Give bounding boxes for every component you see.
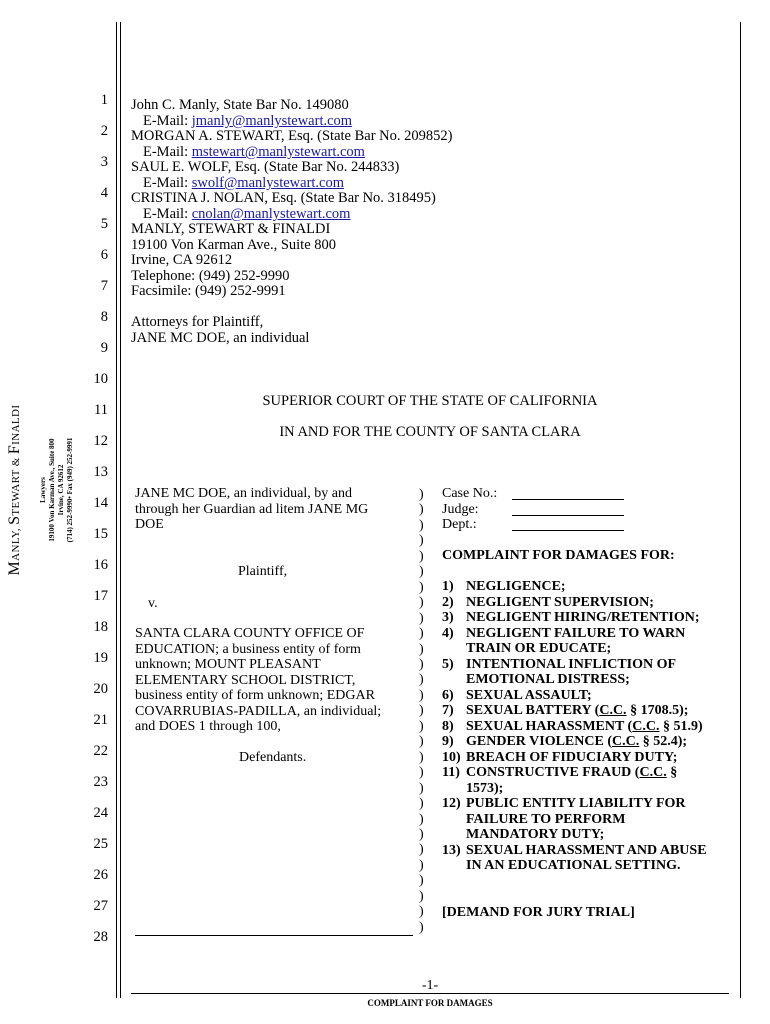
claim-text: IN AN EDUCATIONAL SETTING. <box>466 858 681 873</box>
defendant-block <box>135 626 415 735</box>
claim-number: 4) <box>442 625 454 641</box>
claim-item <box>442 595 734 611</box>
plaintiff-block <box>135 486 415 533</box>
defendant-line: and DOES 1 through 100, <box>135 719 281 734</box>
judge-label: Judge: <box>442 502 479 517</box>
line-number: 13 <box>93 464 108 480</box>
claim-text: § 51.9) <box>659 718 703 734</box>
court-county: IN AND FOR THE COUNTY OF SANTA CLARA <box>279 424 581 440</box>
line-number: 18 <box>93 619 108 635</box>
line-number: 20 <box>93 681 108 697</box>
jury-demand: [DEMAND FOR JURY TRIAL] <box>442 905 635 920</box>
claim-number: 2) <box>442 594 454 610</box>
claim-text: PUBLIC ENTITY LIABILITY FOR <box>466 796 686 811</box>
firm-name: MANLY, STEWART & FINALDI <box>131 221 331 237</box>
line-number: 8 <box>100 309 108 325</box>
claim-number: 9) <box>442 734 454 749</box>
firm-street: 19100 Von Karman Ave., Suite 800 <box>131 237 337 253</box>
claim-item <box>442 626 734 657</box>
claim-text: 1573); <box>466 780 504 796</box>
line-number: 23 <box>93 774 108 790</box>
claim-text: SEXUAL BATTERY ( <box>466 703 600 718</box>
claim-number: 8) <box>442 718 454 734</box>
line-number: 28 <box>93 929 108 945</box>
firm-sidebar-address1: 19100 Von Karman Ave., Suite 800 <box>48 438 56 542</box>
defendant-line: SANTA CLARA COUNTY OFFICE OF <box>135 626 365 641</box>
left-margin-rule-2 <box>120 22 121 998</box>
claim-item <box>442 688 734 704</box>
claim-text: § <box>666 765 678 780</box>
firm-sidebar-name <box>6 390 25 590</box>
line-number: 27 <box>93 898 108 914</box>
claim-text: § 52.4); <box>639 734 688 749</box>
footer-rule <box>131 993 729 994</box>
defendant-label: Defendants. <box>239 750 307 765</box>
line-number: 6 <box>100 247 108 263</box>
defendant-line: COVARRUBIAS-PADILLA, an individual; <box>135 703 382 719</box>
claim-item <box>442 657 734 688</box>
claim-item <box>442 765 734 796</box>
caption-underline <box>135 935 413 936</box>
line-number: 15 <box>93 526 108 542</box>
firm-sidebar-role: Lawyers <box>39 477 47 503</box>
claim-citation: C.C. <box>639 765 667 780</box>
claim-text: SEXUAL HARASSMENT ( <box>466 718 633 734</box>
claim-text: SEXUAL ASSAULT; <box>466 687 592 703</box>
attorney-name: MORGAN A. STEWART, Esq. (State Bar No. 209852) <box>131 128 453 144</box>
claim-text: MANDATORY DUTY; <box>466 827 605 842</box>
line-number: 2 <box>100 123 108 139</box>
complaint-heading: COMPLAINT FOR DAMAGES FOR: <box>442 548 675 563</box>
claims-list <box>442 579 734 874</box>
firm-sidebar-phones: (714) 252-9990• Fax (949) 252-9991 <box>66 437 74 543</box>
claim-item <box>442 610 734 626</box>
caption-parentheses: ) ) ) ) ) ) ) ) ) ) ) ) ) ) ) ) ) ) ) ) ) ) ) ) ) ) ) ) ) <box>419 487 424 935</box>
claim-item <box>442 843 734 874</box>
plaintiff-line: DOE <box>135 517 164 532</box>
firm-sidebar-text: ANLY, <box>10 524 22 561</box>
claim-text: NEGLIGENT HIRING/RETENTION; <box>466 610 700 625</box>
email-label: E-Mail: <box>143 144 192 160</box>
line-number: 21 <box>93 712 108 728</box>
firm-city: Irvine, CA 92612 <box>131 252 233 268</box>
line-number: 26 <box>93 867 108 883</box>
attorney-email-link[interactable]: swolf@manlystewart.com <box>191 175 345 191</box>
claim-text: TRAIN OR EDUCATE; <box>466 641 612 656</box>
plaintiff-label: Plaintiff, <box>238 564 288 579</box>
claim-item <box>442 719 734 735</box>
line-number: 22 <box>93 743 108 759</box>
claim-text: BREACH OF FIDUCIARY DUTY; <box>466 749 678 765</box>
claim-text: § 1708.5); <box>626 703 689 718</box>
attorneys-for-client: JANE MC DOE, an individual <box>131 330 310 346</box>
dept-label: Dept.: <box>442 517 477 532</box>
claim-item <box>442 796 734 843</box>
claim-text: GENDER VIOLENCE ( <box>466 734 612 749</box>
firm-sidebar-text: TEWART & <box>10 454 22 516</box>
claim-text: NEGLIGENT SUPERVISION; <box>466 594 654 610</box>
claim-number: 3) <box>442 610 454 625</box>
defendant-line: ELEMENTARY SCHOOL DISTRICT, <box>135 672 356 688</box>
right-margin-rule <box>740 22 741 998</box>
line-number: 25 <box>93 836 108 852</box>
plaintiff-line: JANE MC DOE, an individual, by and <box>135 486 352 501</box>
claim-number: 7) <box>442 703 454 718</box>
line-number: 5 <box>100 216 108 232</box>
claim-text: NEGLIGENCE; <box>466 579 566 594</box>
defendant-line: unknown; MOUNT PLEASANT <box>135 657 321 672</box>
firm-sidebar-letter: S <box>6 515 23 525</box>
line-number: 24 <box>93 805 108 821</box>
claim-text: EMOTIONAL DISTRESS; <box>466 672 630 687</box>
claim-citation: C.C. <box>632 718 660 734</box>
email-label: E-Mail: <box>143 113 192 129</box>
email-label: E-Mail: <box>143 206 192 222</box>
dept-blank[interactable] <box>512 530 624 531</box>
line-number: 12 <box>93 433 108 449</box>
claim-number: 13) <box>442 842 461 858</box>
email-label: E-Mail: <box>143 175 192 191</box>
claim-item <box>442 734 734 750</box>
left-margin-rule-1 <box>116 22 117 998</box>
line-number: 19 <box>93 650 108 666</box>
footer-title: COMPLAINT FOR DAMAGES <box>367 998 493 1008</box>
line-number: 9 <box>100 340 108 356</box>
line-number: 11 <box>94 402 108 418</box>
attorneys-for-line: Attorneys for Plaintiff, <box>131 314 264 330</box>
claim-number: 12) <box>442 796 461 811</box>
firm-sidebar <box>6 390 86 590</box>
firm-facsimile: Facsimile: (949) 252-9991 <box>131 283 286 299</box>
attorney-email-link[interactable]: mstewart@manlystewart.com <box>191 144 365 160</box>
defendant-line: EDUCATION; a business entity of form <box>135 641 361 657</box>
firm-telephone: Telephone: (949) 252-9990 <box>131 268 290 284</box>
firm-sidebar-text: INALDI <box>10 404 22 445</box>
claim-text: FAILURE TO PERFORM <box>466 811 626 827</box>
line-number: 4 <box>100 185 108 201</box>
attorney-name: John C. Manly, State Bar No. 149080 <box>131 97 349 113</box>
line-number: 14 <box>93 495 108 511</box>
claim-number: 10) <box>442 749 461 765</box>
claim-number: 6) <box>442 687 454 703</box>
attorney-name: CRISTINA J. NOLAN, Esq. (State Bar No. 318495) <box>131 190 436 206</box>
firm-sidebar-letter: M <box>6 560 23 576</box>
versus-label: v. <box>148 596 158 611</box>
plaintiff-line: through her Guardian ad litem JANE MG <box>135 501 369 517</box>
line-number: 16 <box>93 557 108 573</box>
attorney-email-link[interactable]: cnolan@manlystewart.com <box>191 206 351 222</box>
firm-sidebar-letter: F <box>6 444 23 455</box>
attorney-email-link[interactable]: jmanly@manlystewart.com <box>191 113 353 129</box>
page-number: -1- <box>421 978 439 993</box>
line-number: 10 <box>93 371 108 387</box>
claim-citation: C.C. <box>599 703 627 718</box>
court-title: SUPERIOR COURT OF THE STATE OF CALIFORNIA <box>262 393 598 409</box>
claim-text: INTENTIONAL INFLICTION OF <box>466 656 677 672</box>
claim-number: 5) <box>442 656 454 672</box>
attorney-name: SAUL E. WOLF, Esq. (State Bar No. 244833) <box>131 159 400 175</box>
claim-item <box>442 750 734 766</box>
claim-text: SEXUAL HARASSMENT AND ABUSE <box>466 842 707 858</box>
defendant-line: business entity of form unknown; EDGAR <box>135 688 375 703</box>
case-no-label: Case No.: <box>442 486 498 501</box>
judge-blank[interactable] <box>512 515 624 516</box>
claim-number: 11) <box>442 765 460 780</box>
line-number: 1 <box>100 92 108 108</box>
firm-sidebar-address2: Irvine, CA 92612 <box>57 464 65 516</box>
line-number: 17 <box>93 588 108 604</box>
claim-item <box>442 579 734 595</box>
claim-number: 1) <box>442 579 454 594</box>
line-number: 3 <box>100 154 108 170</box>
line-number: 7 <box>100 278 108 294</box>
claim-text: CONSTRUCTIVE FRAUD ( <box>466 765 640 780</box>
claim-citation: C.C. <box>612 734 640 749</box>
claim-item <box>442 703 734 719</box>
case-no-blank[interactable] <box>512 499 624 500</box>
claim-text: NEGLIGENT FAILURE TO WARN <box>466 625 686 641</box>
